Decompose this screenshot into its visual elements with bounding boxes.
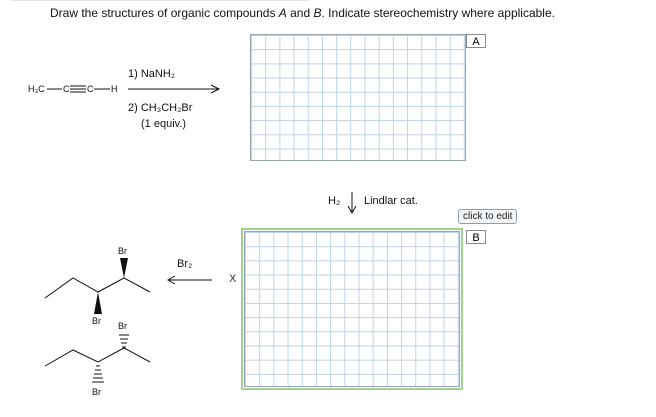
- question-suffix: . Indicate stereochemistry where applicable.: [321, 6, 555, 20]
- product-2-br-bottom: Br: [92, 387, 101, 397]
- reagent-step-2-equiv: (1 equiv.): [141, 118, 187, 130]
- sm-carbon-2: C: [87, 84, 94, 94]
- product-1-br-bottom: Br: [92, 316, 101, 326]
- click-to-edit-tooltip[interactable]: click to edit: [458, 209, 517, 224]
- canvas-a-label: A: [466, 34, 486, 48]
- question-compound-a: A: [278, 6, 287, 20]
- question-mid: and: [286, 6, 314, 20]
- crossed-out-mark: X: [229, 273, 237, 285]
- question-compound-b: B: [313, 6, 322, 20]
- reagent-lindlar: Lindlar cat.: [364, 195, 418, 207]
- product-1-br-top: Br: [118, 246, 127, 256]
- question-prefix: Draw the structures of organic compounds: [50, 6, 279, 20]
- sm-carbon-1: C: [63, 84, 70, 94]
- sm-hydrogen: H: [111, 84, 118, 94]
- canvas-b-label: B: [466, 230, 486, 244]
- reagent-step-2: 2) CH₃CH₂Br: [128, 102, 193, 114]
- product-2-br-top: Br: [118, 321, 127, 331]
- sm-methyl: H₃C: [28, 84, 45, 94]
- reagent-h2: H₂: [328, 195, 341, 207]
- reagent-br2: Br₂: [177, 258, 193, 270]
- reagent-step-1: 1) NaNH₂: [128, 68, 176, 80]
